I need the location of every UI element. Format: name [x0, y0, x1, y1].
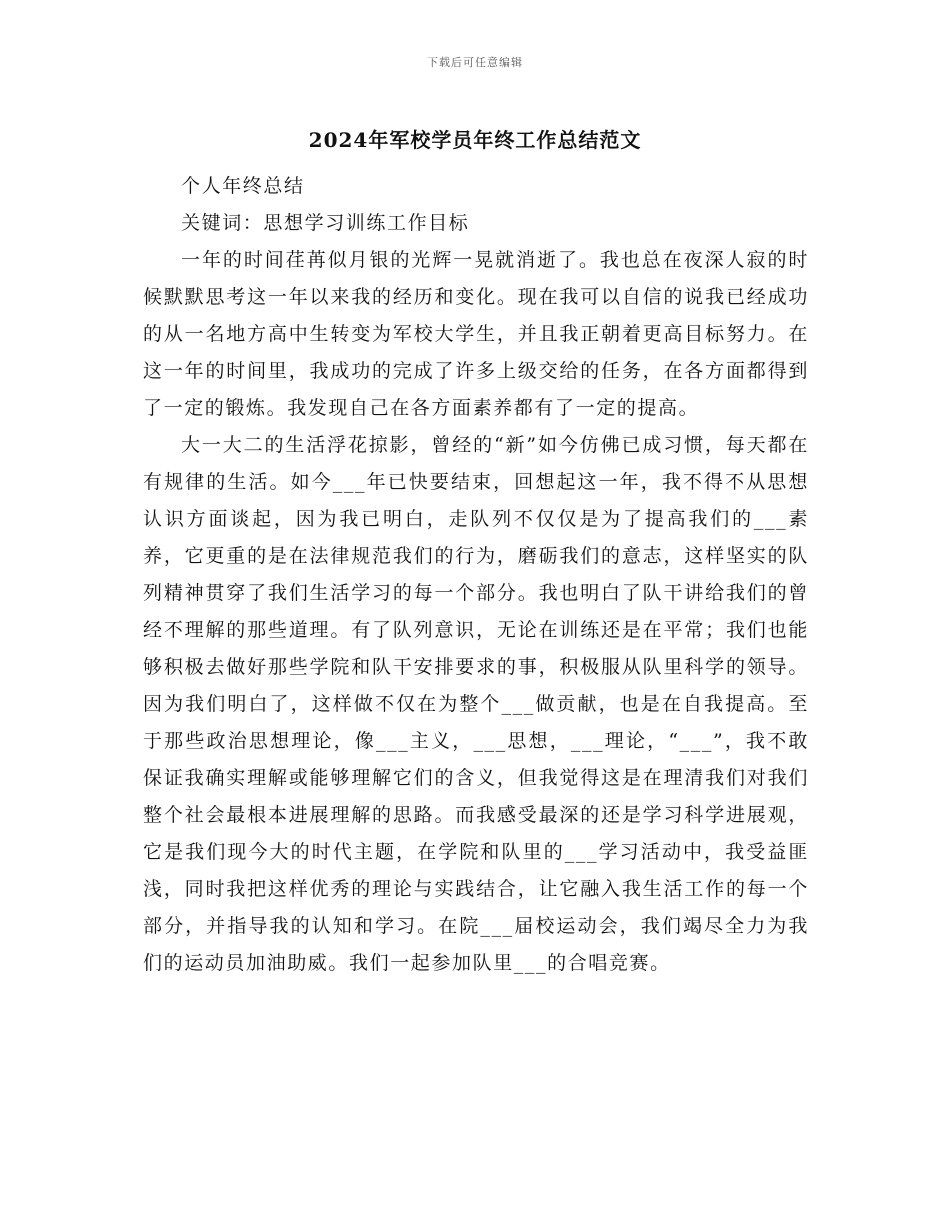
- paragraph-keywords: 关键词：思想学习训练工作目标: [181, 212, 470, 234]
- document-body: [143, 168, 809, 982]
- document-title: 2024年军校学员年终工作总结范文: [308, 128, 642, 152]
- paragraph-intro: 一年的时间荏苒似月银的光辉一晃就消逝了。我也总在夜深人寂的时候默默思考这一年以来我的经历和变化。现在我可以自信的说我已经成功的从一名地方高中生转变为军校大学生，并且我正朝着更高目标努力。在这一年的时间里，我成功的完成了许多上级交给的任务，在各方面都得到了一定的锻炼。我发现自己在各方面素养都有了一定的提高。: [143, 249, 809, 419]
- paragraph-main: 大一大二的生活浮花掠影，曾经的“新”如今仿佛已成习惯，每天都在有规律的生活。如今___年已快要结束，回想起这一年，我不得不从思想认识方面谈起，因为我已明白，走队列不仅仅是为了提高我们的___素养，它更重的是在法律规范我们的行为，磨砺我们的意志，这样坚实的队列精神贯穿了我们生活学习的每一个部分。我也明白了队干讲给我们的曾经不理解的那些道理。有了队列意识，无论在训练还是在平常；我们也能够积极去做好那些学院和队干安排要求的事，积极服从队里科学的领导。因为我们明白了，这样做不仅在为整个___做贡献，也是在自我提高。至于那些政治思想理论，像___主义，___思想，___理论，“___”，我不敢保证我确实理解或能够理解它们的含义，但我觉得这是在理清我们对我们整个社会最根本进展理解的思路。而我感受最深的还是学习科学进展观，它是我们现今大的时代主题，在学院和队里的___学习活动中，我受益匪浅，同时我把这样优秀的理论与实践结合，让它融入我生活工作的每一个部分，并指导我的认知和学习。在院___届校运动会，我们竭尽全力为我们的运动员加油助威。我们一起参加队里___的合唱竞赛。: [143, 434, 809, 974]
- header-note: 下载后可任意编辑: [427, 56, 523, 69]
- paragraph-section-label: 个人年终总结: [181, 175, 305, 197]
